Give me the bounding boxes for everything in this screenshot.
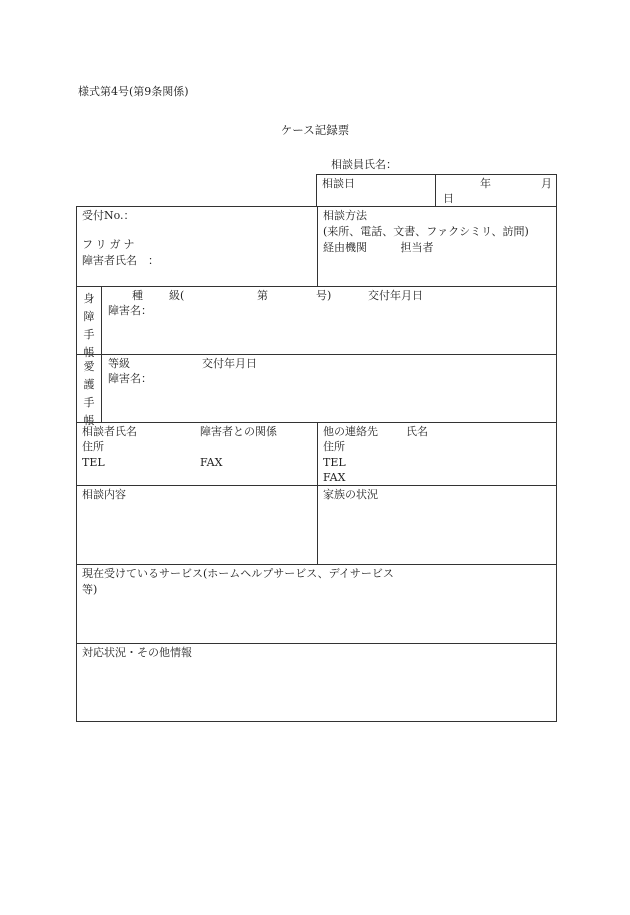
route-agency-label: [323, 240, 556, 256]
physical-handbook-kind: 種: [132, 289, 143, 302]
consult-date-box: [316, 174, 557, 207]
consult-method-options: (来所、電話、文書、ファクシミリ、訪問): [323, 224, 529, 238]
consult-date-month: 月: [541, 177, 552, 190]
physical-handbook-disability: 障害名：: [108, 304, 152, 317]
document-title: ケース記録票: [280, 123, 350, 137]
care-handbook-cell[interactable]: [101, 354, 556, 422]
reception-cell[interactable]: [77, 207, 317, 286]
response-status-label: 対応状況・その他情報: [82, 646, 192, 659]
other-contact-address-label: 住所: [323, 440, 345, 453]
physical-handbook-number: 第: [257, 289, 268, 302]
disabled-person-name-label: 障害者氏名 ：: [82, 253, 159, 267]
family-status-label: 家族の状況: [323, 488, 378, 501]
physical-handbook-char-3: 手: [83, 328, 95, 341]
physical-handbook-vertical-label: [77, 286, 101, 359]
consultant-tel-label: TEL: [82, 456, 105, 469]
form-number: 様式第4号(第9条関係): [78, 85, 189, 98]
case-record-table: [76, 206, 557, 722]
other-contact-name-label: 氏名: [406, 425, 428, 438]
physical-handbook-char-2: 障: [83, 310, 95, 323]
consultant-name-field-label: 相談者氏名: [82, 425, 137, 438]
relation-label: 障害者との関係: [200, 425, 277, 438]
consult-date-label: 相談日: [322, 177, 355, 190]
other-contact-cell[interactable]: [317, 422, 556, 485]
care-handbook-char-4: 帳: [83, 414, 95, 427]
reception-number-label: 受付No.：: [82, 209, 135, 222]
route-agency-text: 経由機関: [323, 240, 367, 254]
consult-date-value-cell[interactable]: [435, 175, 557, 206]
care-handbook-char-1: 愛: [83, 360, 95, 373]
response-status-cell[interactable]: [77, 643, 556, 721]
physical-handbook-cell[interactable]: [101, 286, 556, 354]
care-handbook-vertical-label: [77, 354, 101, 427]
consult-date-year: 年: [480, 177, 491, 190]
consult-method-label: 相談方法: [323, 209, 367, 222]
other-contact-fax-label: FAX: [323, 471, 346, 484]
physical-handbook-number-suffix: 号): [316, 289, 332, 302]
current-services-label: 現在受けているサービス(ホームヘルプサービス、デイサービス: [82, 567, 394, 580]
consultant-address-label: 住所: [82, 440, 104, 453]
physical-handbook-issue-date: 交付年月日: [368, 289, 423, 302]
consult-date-day: 日: [443, 192, 454, 205]
care-handbook-char-2: 護: [83, 378, 95, 391]
care-handbook-grade: 等級: [108, 357, 130, 370]
consultant-name-label: 相談員氏名：: [331, 158, 397, 171]
care-handbook-issue-date: 交付年月日: [202, 357, 257, 370]
family-status-cell[interactable]: [317, 485, 556, 564]
care-handbook-disability: 障害名：: [108, 372, 152, 385]
furigana-label: フリガナ: [82, 237, 138, 251]
current-services-label-cont: 等): [82, 582, 98, 596]
other-contact-label: 他の連絡先: [323, 425, 378, 438]
consult-method-cell[interactable]: [317, 207, 556, 286]
consult-content-cell[interactable]: [77, 485, 317, 564]
care-handbook-char-3: 手: [83, 396, 95, 409]
consultant-info-cell[interactable]: [77, 422, 317, 485]
person-in-charge-label: 担当者: [400, 240, 434, 254]
physical-handbook-char-4: 帳: [83, 346, 95, 359]
other-contact-tel-label: TEL: [323, 456, 346, 469]
consult-content-label: 相談内容: [82, 488, 126, 501]
current-services-cell[interactable]: [77, 564, 556, 643]
physical-handbook-char-1: 身: [83, 292, 95, 305]
physical-handbook-grade: 級(: [169, 289, 185, 302]
consultant-fax-label: FAX: [200, 456, 223, 469]
